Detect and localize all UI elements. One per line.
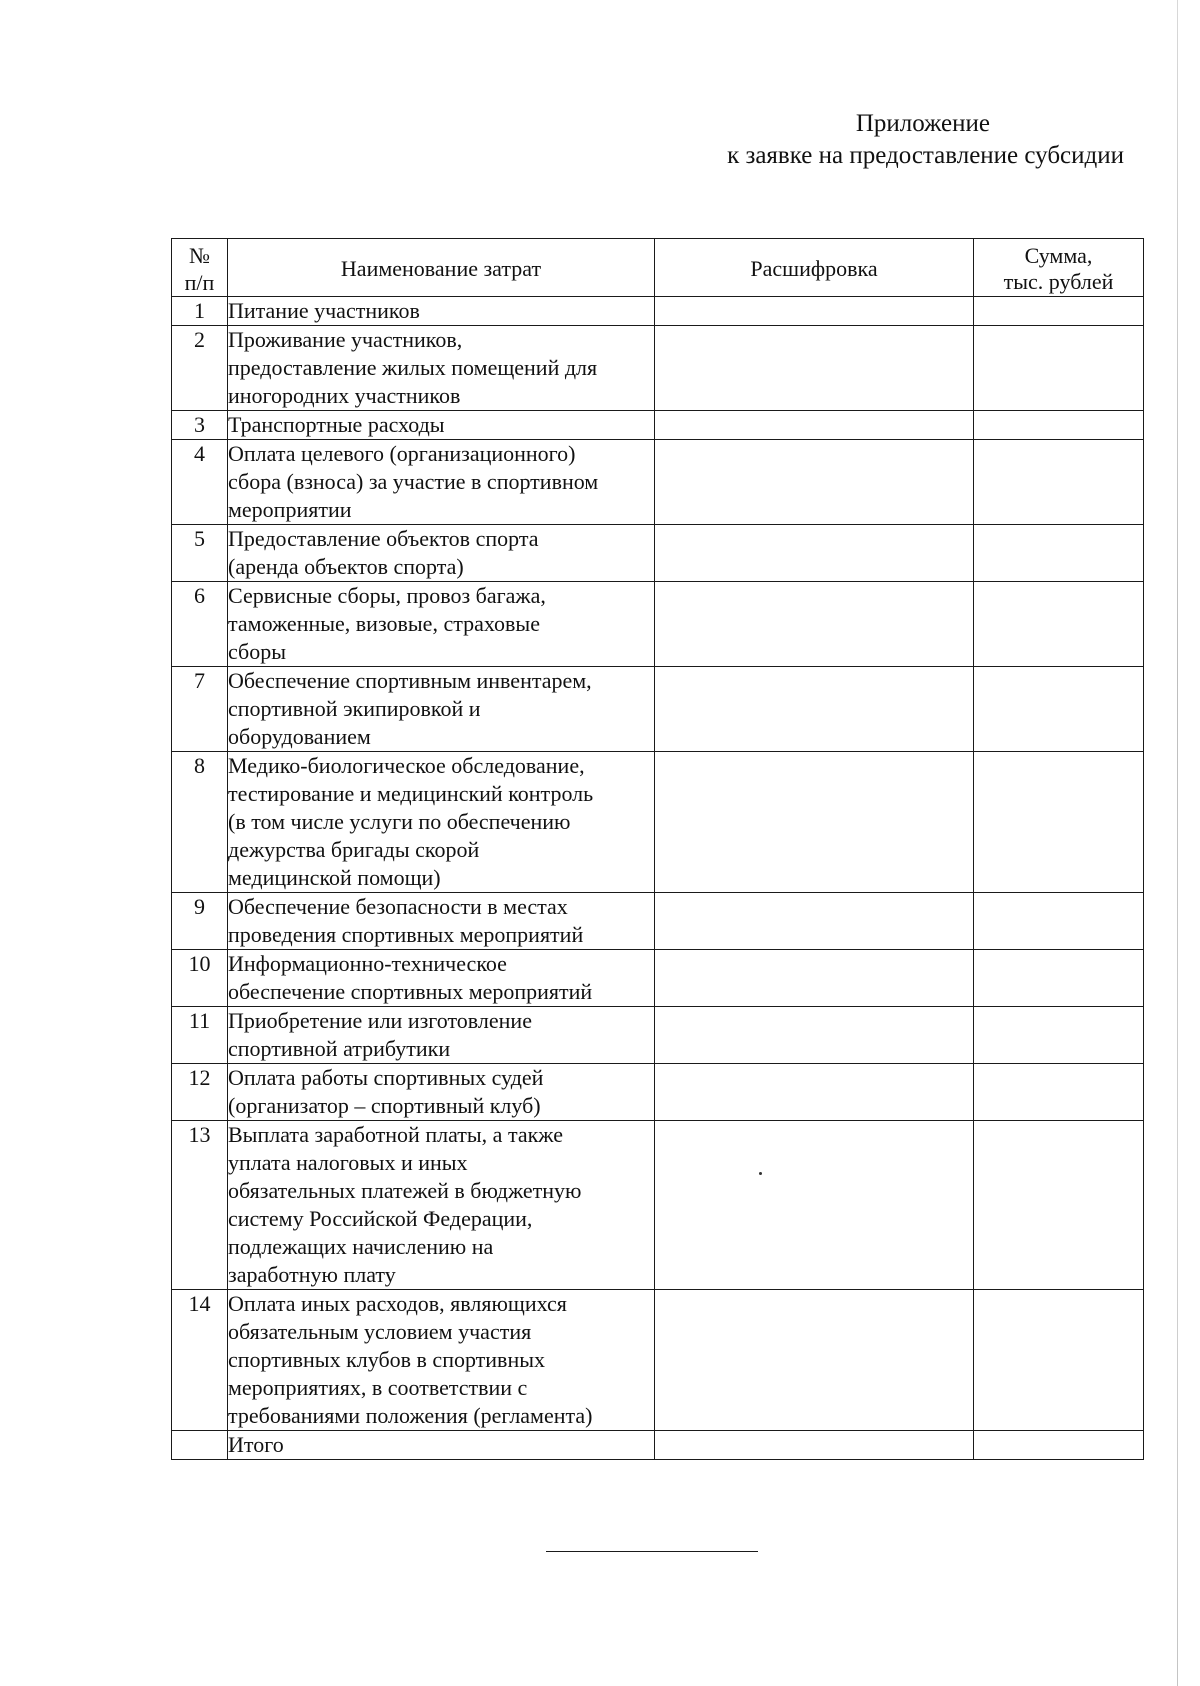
sum-cell <box>974 525 1144 582</box>
cost-name-cell: Выплата заработной платы, а также уплата налоговых и иных обязательных платежей в бюджетную систему Российской Федерации, подлежащих начислению на заработную плату <box>228 1121 655 1290</box>
table-row <box>172 411 1144 440</box>
row-number-cell: 5 <box>172 525 228 582</box>
cost-name-cell: Транспортные расходы <box>228 411 655 440</box>
row-number-cell: 10 <box>172 950 228 1007</box>
costs-table-header <box>172 239 1144 297</box>
decoding-cell <box>655 297 974 326</box>
cost-name-cell: Медико-биологическое обследование, тестирование и медицинский контроль (в том числе услуги по обеспечению дежурства бригады скорой медицинской помощи) <box>228 752 655 893</box>
sum-cell <box>974 440 1144 525</box>
row-number-cell: 2 <box>172 326 228 411</box>
table-row <box>172 440 1144 525</box>
decoding-cell <box>655 411 974 440</box>
costs-table <box>171 238 1144 1460</box>
decoding-cell <box>655 1064 974 1121</box>
cost-name-cell: Оплата целевого (организационного) сбора (взноса) за участие в спортивном мероприятии <box>228 440 655 525</box>
row-number-cell: 1 <box>172 297 228 326</box>
scan-speck <box>759 1172 762 1175</box>
decoding-cell <box>655 893 974 950</box>
appendix-subtitle: к заявке на предоставление субсидии <box>727 142 1124 169</box>
sum-cell <box>974 950 1144 1007</box>
decoding-cell <box>655 1007 974 1064</box>
sum-cell <box>974 582 1144 667</box>
sum-cell <box>974 667 1144 752</box>
cost-name-cell: Информационно-техническое обеспечение спортивных мероприятий <box>228 950 655 1007</box>
table-row <box>172 950 1144 1007</box>
decoding-cell <box>655 667 974 752</box>
table-row <box>172 667 1144 752</box>
sum-cell <box>974 893 1144 950</box>
row-number-cell: 7 <box>172 667 228 752</box>
cost-name-cell: Приобретение или изготовление спортивной атрибутики <box>228 1007 655 1064</box>
row-number-cell: 11 <box>172 1007 228 1064</box>
sum-cell <box>974 326 1144 411</box>
row-number-cell: 9 <box>172 893 228 950</box>
table-row <box>172 1007 1144 1064</box>
header-row <box>172 239 1144 297</box>
decoding-cell <box>655 950 974 1007</box>
appendix-header <box>604 108 1124 172</box>
cost-name-cell: Оплата иных расходов, являющихся обязательным условием участия спортивных клубов в спортивных мероприятиях, в соответствии с требованиями положения (регламента) <box>228 1290 655 1431</box>
signature-line <box>546 1551 758 1552</box>
decoding-cell <box>655 1431 974 1460</box>
column-header-decoding: Расшифровка <box>655 239 974 297</box>
cost-name-cell: Оплата работы спортивных судей (организатор – спортивный клуб) <box>228 1064 655 1121</box>
sum-cell <box>974 1431 1144 1460</box>
table-row <box>172 752 1144 893</box>
cost-name-cell: Итого <box>228 1431 655 1460</box>
row-number-cell: 6 <box>172 582 228 667</box>
decoding-cell <box>655 752 974 893</box>
row-number-cell: 3 <box>172 411 228 440</box>
row-number-cell: 13 <box>172 1121 228 1290</box>
table-row <box>172 525 1144 582</box>
row-number-cell: 4 <box>172 440 228 525</box>
table-row <box>172 1064 1144 1121</box>
table-row <box>172 582 1144 667</box>
appendix-title: Приложение <box>855 110 990 137</box>
decoding-cell <box>655 1290 974 1431</box>
cost-name-cell: Обеспечение спортивным инвентарем, спортивной экипировкой и оборудованием <box>228 667 655 752</box>
decoding-cell <box>655 582 974 667</box>
column-header-sum: Сумма, тыс. рублей <box>974 239 1144 297</box>
column-header-number: № п/п <box>172 239 228 297</box>
row-number-cell: 8 <box>172 752 228 893</box>
row-number-cell <box>172 1431 228 1460</box>
decoding-cell <box>655 1121 974 1290</box>
table-row <box>172 326 1144 411</box>
table-row <box>172 1290 1144 1431</box>
cost-name-cell: Питание участников <box>228 297 655 326</box>
scan-page-edge <box>1177 0 1178 1686</box>
table-row <box>172 1121 1144 1290</box>
table-row <box>172 893 1144 950</box>
table-row <box>172 1431 1144 1460</box>
sum-cell <box>974 752 1144 893</box>
sum-cell <box>974 1064 1144 1121</box>
sum-cell <box>974 297 1144 326</box>
decoding-cell <box>655 525 974 582</box>
cost-name-cell: Сервисные сборы, провоз багажа, таможенные, визовые, страховые сборы <box>228 582 655 667</box>
sum-cell <box>974 1290 1144 1431</box>
cost-name-cell: Проживание участников, предоставление жилых помещений для иногородних участников <box>228 326 655 411</box>
table-row <box>172 297 1144 326</box>
sum-cell <box>974 411 1144 440</box>
cost-name-cell: Обеспечение безопасности в местах проведения спортивных мероприятий <box>228 893 655 950</box>
costs-table-body <box>172 297 1144 1460</box>
cost-name-cell: Предоставление объектов спорта (аренда объектов спорта) <box>228 525 655 582</box>
column-header-name: Наименование затрат <box>228 239 655 297</box>
row-number-cell: 14 <box>172 1290 228 1431</box>
sum-cell <box>974 1007 1144 1064</box>
decoding-cell <box>655 440 974 525</box>
decoding-cell <box>655 326 974 411</box>
row-number-cell: 12 <box>172 1064 228 1121</box>
sum-cell <box>974 1121 1144 1290</box>
